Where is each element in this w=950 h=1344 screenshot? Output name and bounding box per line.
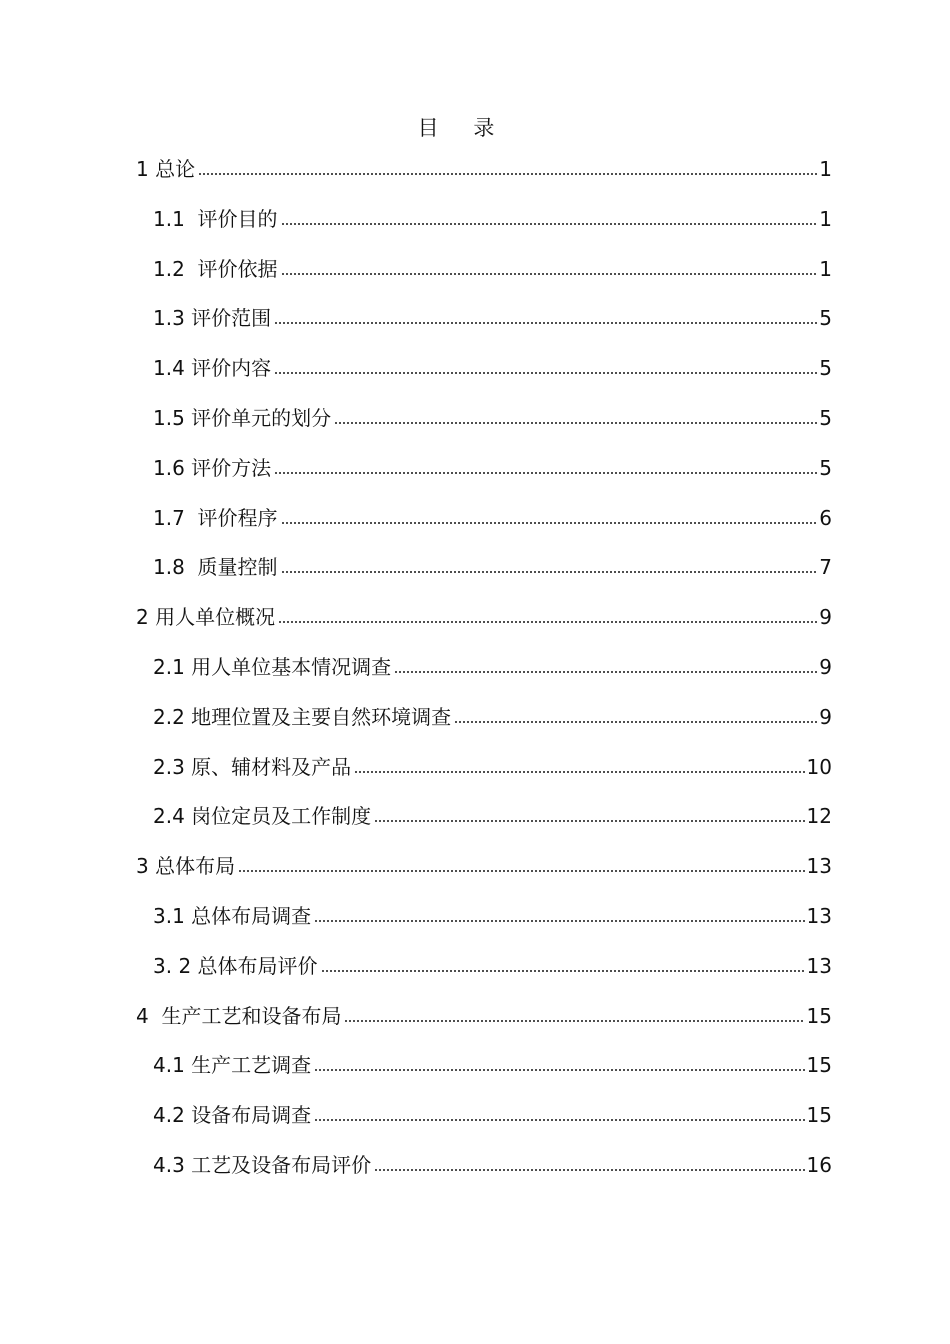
toc-entry-label: 1.1 评价目的 <box>153 206 278 231</box>
toc-entry-page-number: 9 <box>819 704 832 729</box>
toc-dot-leader <box>344 1020 804 1022</box>
toc-dot-leader <box>238 870 804 872</box>
toc-entry-label: 3 总体布局 <box>136 854 236 879</box>
toc-dot-leader <box>374 820 804 822</box>
toc-dot-leader <box>321 970 805 972</box>
toc-entry-page-number: 1 <box>819 206 832 231</box>
toc-list <box>136 152 832 1198</box>
toc-entry-label: 1.7 评价程序 <box>153 505 278 530</box>
toc-entry-label: 1.6 评价方法 <box>153 455 272 480</box>
toc-entry[interactable] <box>136 1148 832 1198</box>
toc-dot-leader <box>274 372 817 374</box>
toc-dot-leader <box>281 273 818 275</box>
toc-entry-page-number: 5 <box>819 455 832 480</box>
toc-entry-page-number: 5 <box>819 405 832 430</box>
toc-entry[interactable] <box>136 1098 832 1148</box>
toc-dot-leader <box>354 771 804 773</box>
toc-entry[interactable] <box>136 451 832 501</box>
toc-entry[interactable] <box>136 799 832 849</box>
toc-entry-label: 3.1 总体布局调查 <box>153 903 312 928</box>
toc-entry-label: 2 用人单位概况 <box>136 605 276 630</box>
toc-entry[interactable] <box>136 750 832 800</box>
toc-entry-page-number: 13 <box>806 953 832 978</box>
toc-dot-leader <box>314 920 804 922</box>
toc-dot-leader <box>281 223 818 225</box>
toc-entry-page-number: 15 <box>806 1103 832 1128</box>
toc-entry-label: 1.2 评价依据 <box>153 256 278 281</box>
toc-entry-page-number: 15 <box>806 1003 832 1028</box>
toc-title: 目 录 <box>417 116 509 140</box>
toc-entry[interactable] <box>136 949 832 999</box>
toc-entry-page-number: 13 <box>806 903 832 928</box>
toc-entry[interactable] <box>136 351 832 401</box>
toc-entry-page-number: 9 <box>819 605 832 630</box>
toc-dot-leader <box>314 1119 804 1121</box>
toc-entry-label: 4.3 工艺及设备布局评价 <box>153 1152 372 1177</box>
toc-entry-label: 1.5 评价单元的划分 <box>153 405 332 430</box>
toc-dot-leader <box>274 322 817 324</box>
toc-entry[interactable] <box>136 152 832 202</box>
toc-entry[interactable] <box>136 650 832 700</box>
toc-entry-page-number: 1 <box>819 256 832 281</box>
toc-entry-label: 4.2 设备布局调查 <box>153 1103 312 1128</box>
toc-dot-leader <box>198 173 817 175</box>
toc-dot-leader <box>374 1169 804 1171</box>
toc-entry-label: 1.3 评价范围 <box>153 306 272 331</box>
toc-entry-page-number: 10 <box>806 754 832 779</box>
toc-entry[interactable] <box>136 1048 832 1098</box>
toc-entry-label: 2.1 用人单位基本情况调查 <box>153 654 392 679</box>
toc-dot-leader <box>274 472 817 474</box>
toc-entry-label: 2.3 原、辅材料及产品 <box>153 754 352 779</box>
toc-entry-label: 2.4 岗位定员及工作制度 <box>153 804 372 829</box>
toc-entry-page-number: 15 <box>806 1053 832 1078</box>
toc-entry-page-number: 6 <box>819 505 832 530</box>
toc-entry[interactable] <box>136 301 832 351</box>
toc-dot-leader <box>314 1069 804 1071</box>
toc-entry-page-number: 5 <box>819 356 832 381</box>
toc-entry-page-number: 13 <box>806 854 832 879</box>
toc-entry[interactable] <box>136 252 832 302</box>
toc-dot-leader <box>334 422 817 424</box>
toc-entry[interactable] <box>136 849 832 899</box>
toc-entry-page-number: 5 <box>819 306 832 331</box>
toc-entry[interactable] <box>136 600 832 650</box>
toc-entry-page-number: 12 <box>806 804 832 829</box>
toc-dot-leader <box>394 671 817 673</box>
toc-entry[interactable] <box>136 501 832 551</box>
toc-entry-page-number: 1 <box>819 157 832 181</box>
toc-entry-label: 2.2 地理位置及主要自然环境调查 <box>153 704 452 729</box>
toc-dot-leader <box>454 721 817 723</box>
toc-dot-leader <box>281 522 818 524</box>
toc-entry[interactable] <box>136 401 832 451</box>
toc-entry-page-number: 16 <box>806 1152 832 1177</box>
toc-entry[interactable] <box>136 700 832 750</box>
toc-entry-label: 4 生产工艺和设备布局 <box>136 1003 342 1028</box>
toc-entry-label: 3. 2 总体布局评价 <box>153 953 318 978</box>
toc-entry-label: 1 总论 <box>136 157 196 181</box>
toc-entry-page-number: 7 <box>819 555 832 580</box>
toc-dot-leader <box>281 571 818 573</box>
toc-entry-label: 4.1 生产工艺调查 <box>153 1053 312 1078</box>
toc-entry[interactable] <box>136 999 832 1049</box>
toc-entry[interactable] <box>136 899 832 949</box>
toc-entry-page-number: 9 <box>819 654 832 679</box>
toc-entry-label: 1.4 评价内容 <box>153 356 272 381</box>
toc-entry[interactable] <box>136 550 832 600</box>
toc-entry-label: 1.8 质量控制 <box>153 555 278 580</box>
toc-dot-leader <box>278 621 817 623</box>
toc-entry[interactable] <box>136 202 832 252</box>
